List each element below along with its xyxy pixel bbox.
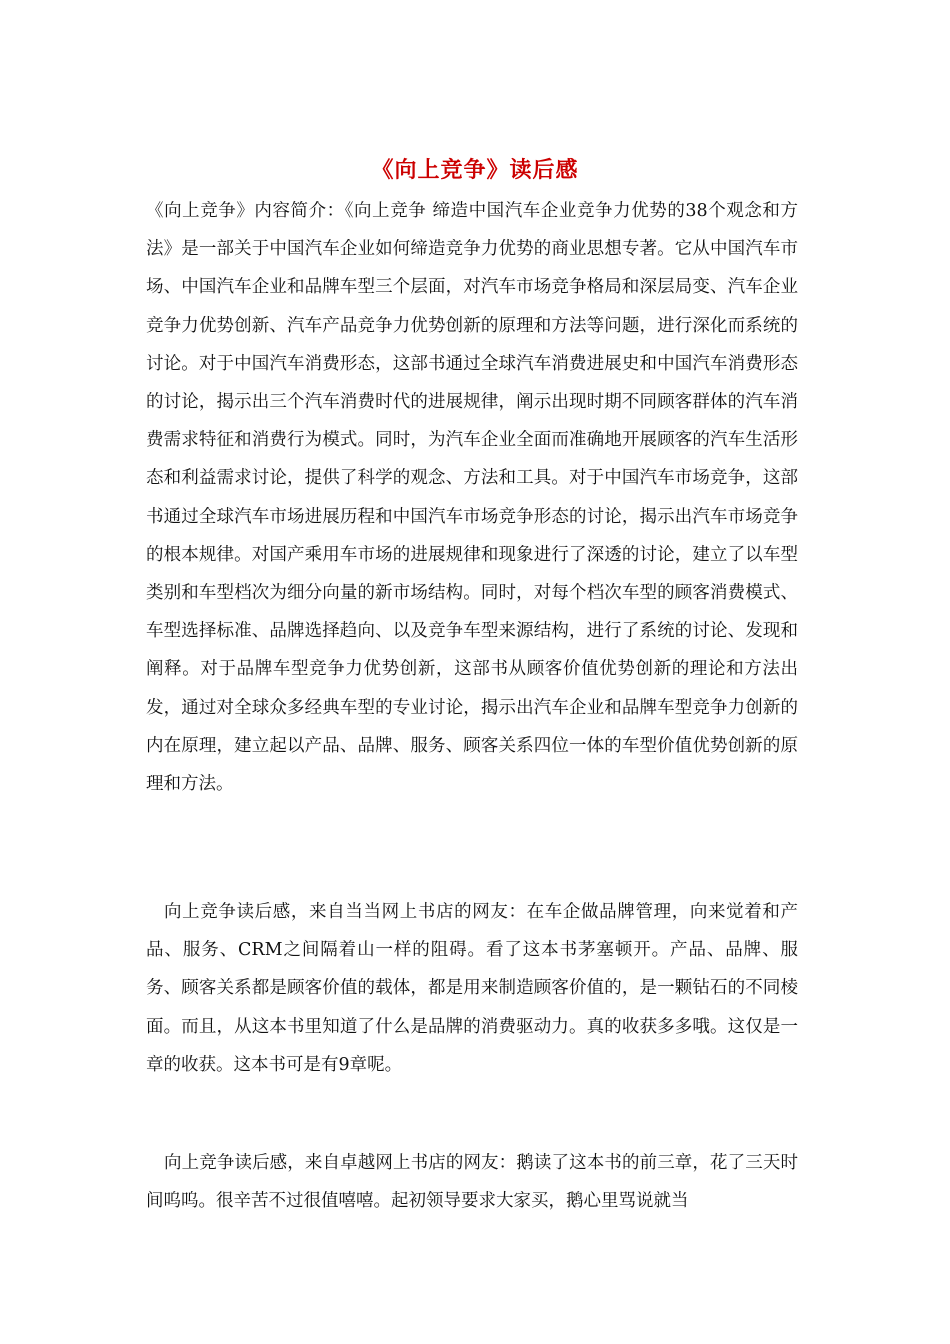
intro-paragraph: 《向上竞争》内容简介：《向上竞争 缔造中国汽车企业竞争力优势的38个观念和方法》是一部关于中国汽车企业如何缔造竞争力优势的商业思想专著。它从中国汽车市场、中国汽车企业和品牌车型三个层面，对汽车市场竞争格局和深层局变、汽车企业竞争力优势创新、汽车产品竞争力优势创新的原理和方法等问题，进行深化而系统的讨论。对于中国汽车消费形态，这部书通过全球汽车消费进展史和中国汽车消费形态的讨论，揭示出三个汽车消费时代的进展规律，阐示出现时期不同顾客群体的汽车消费需求特征和消费行为模式。同时，为汽车企业全面而准确地开展顾客的汽车生活形态和利益需求讨论，提供了科学的观念、方法和工具。对于中国汽车市场竞争，这部书通过全球汽车市场进展历程和中国汽车市场竞争形态的讨论，揭示出汽车市场竞争的根本规律。对国产乘用车市场的进展规律和现象进行了深透的讨论，建立了以车型类别和车型档次为细分向量的新市场结构。同时，对每个档次车型的顾客消费模式、车型选择标准、品牌选择趋向、以及竞争车型来源结构，进行了系统的讨论、发现和阐释。对于品牌车型竞争力优势创新，这部书从顾客价值优势创新的理论和方法出发，通过对全球众多经典车型的专业讨论，揭示出汽车企业和品牌车型竞争力创新的内在原理，建立起以产品、品牌、服务、顾客关系四位一体的车型价值优势创新的原理和方法。 xyxy=(146,201,798,795)
review-paragraph-dangdang: 向上竞争读后感，来自当当网上书店的网友：在车企做品牌管理，向来觉着和产品、服务、CRM之间隔着山一样的阻碍。看了这本书茅塞顿开。产品、品牌、服务、顾客关系都是顾客价值的载体，都是用来制造顾客价值的，是一颗钻石的不同棱面。而且，从这本书里知道了什么是品牌的消费驱动力。真的收获多多哦。这仅是一章的收获。这本书可是有9章呢。 xyxy=(146,902,798,1075)
document-title: 《向上竞争》读后感 xyxy=(371,157,579,183)
review-paragraph-joyo: 向上竞争读后感，来自卓越网上书店的网友：鹅读了这本书的前三章，花了三天时间呜呜。很辛苦不过很值嘻嘻。起初领导要求大家买，鹅心里骂说就当 xyxy=(146,1153,798,1212)
